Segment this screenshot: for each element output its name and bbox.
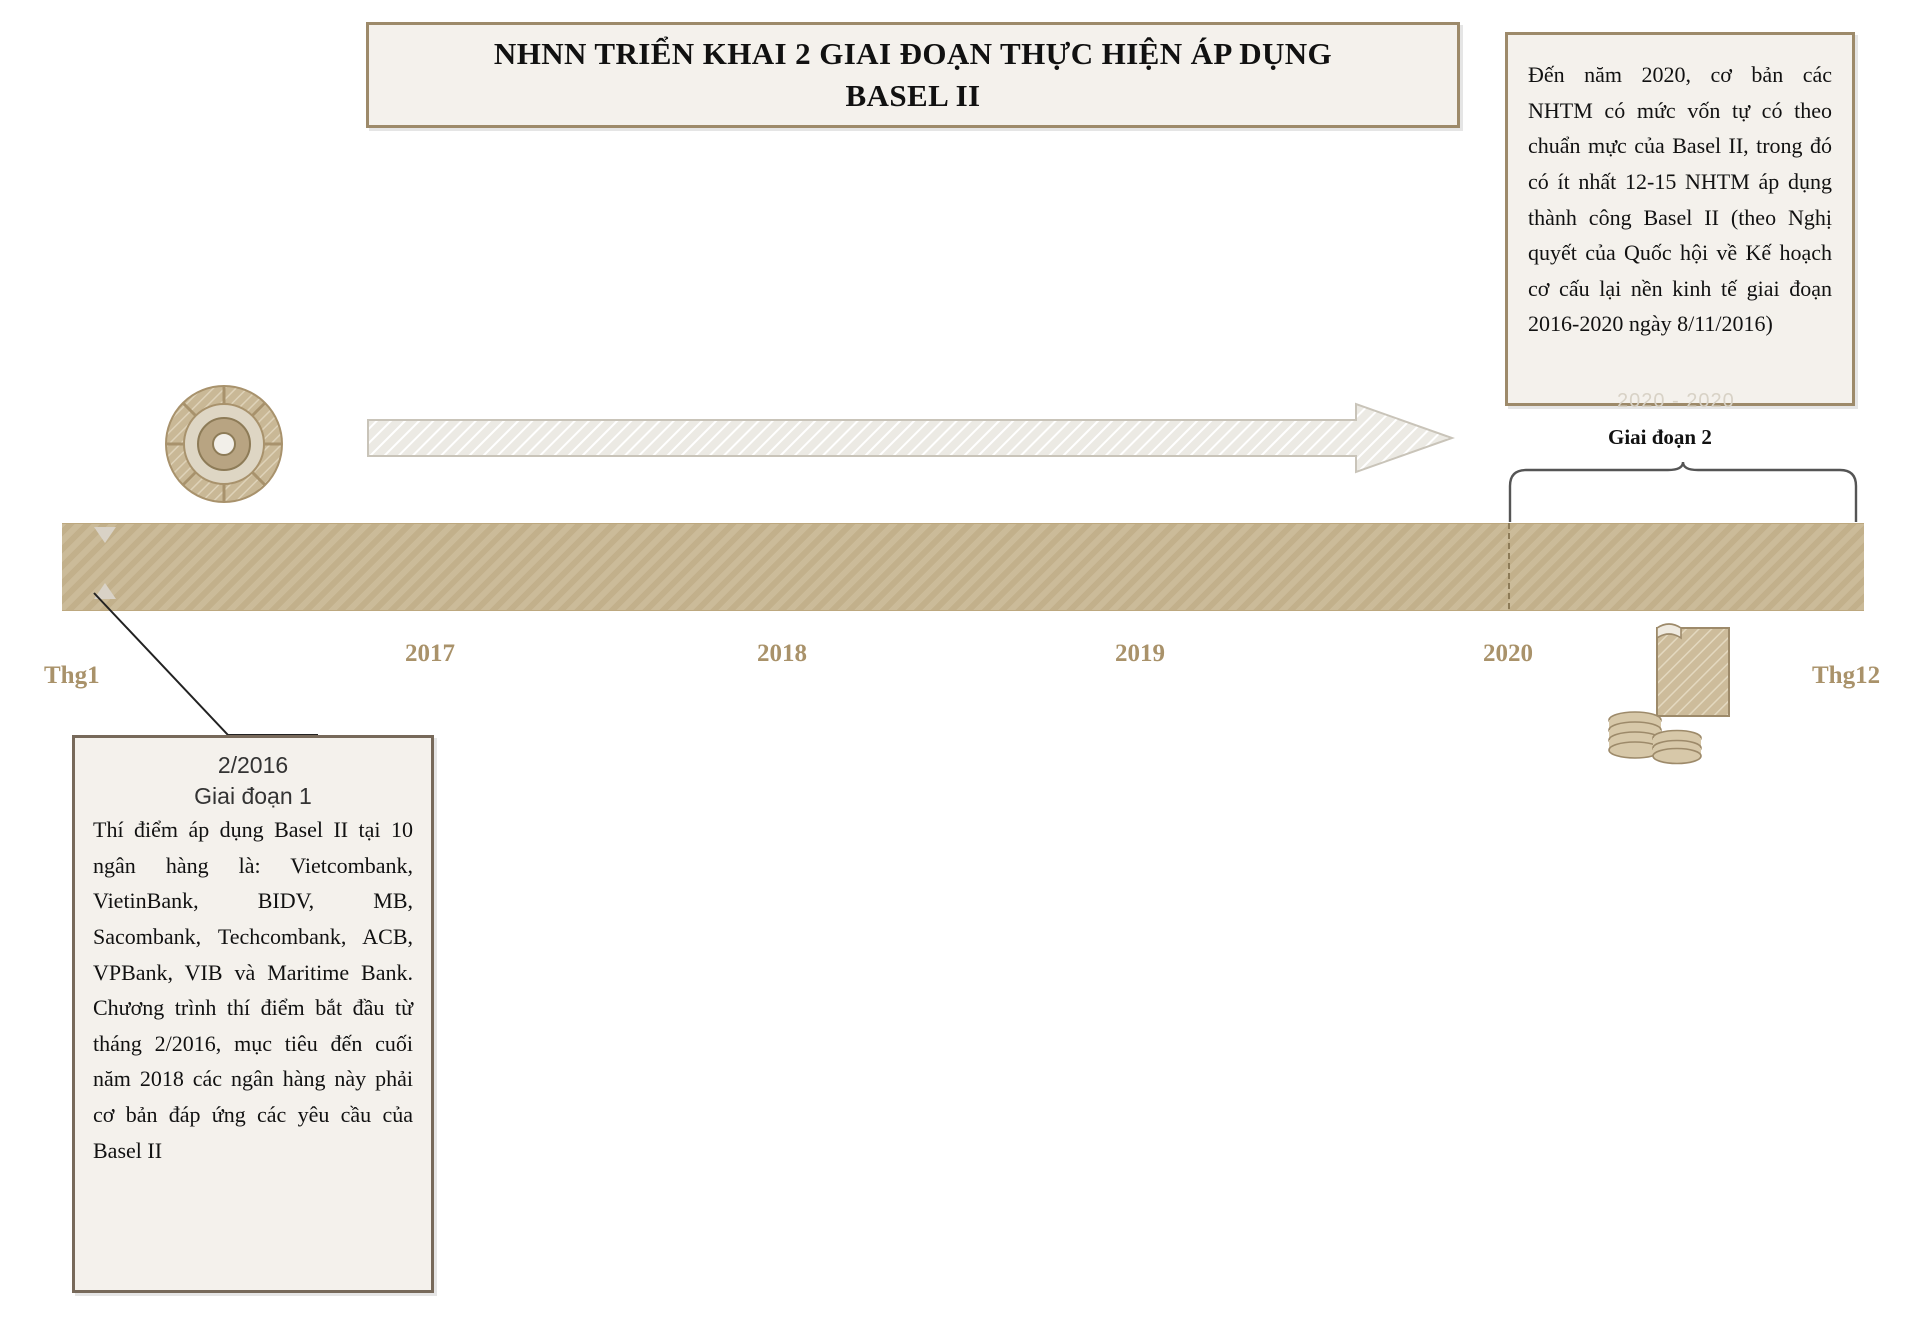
timeline-start-label: Thg1 bbox=[44, 662, 100, 689]
timeline-bar bbox=[62, 523, 1864, 611]
timeline-year-2019: 2019 bbox=[1115, 640, 1165, 667]
callout-leader-line bbox=[90, 585, 320, 750]
timeline-start-marker-top bbox=[94, 527, 116, 543]
timeline-divider-2020 bbox=[1508, 523, 1510, 609]
phase1-description: Thí điểm áp dụng Basel II tại 10 ngân hàng là: Vietcombank, VietinBank, BIDV, MB, Sacombank, Techcombank, ACB, VPBank, VIB và Maritime Bank. Chương trình thí điểm bắt đầu từ tháng 2/2016, mục tiêu đến cuối năm 2018 các ngân hàng này phải cơ bản đáp ứng các yêu cầu của Basel II bbox=[93, 817, 413, 1163]
phase1-label: Giai đoạn 1 bbox=[194, 783, 312, 809]
phase2-callout bbox=[1505, 32, 1855, 406]
timeline-year-2018: 2018 bbox=[757, 640, 807, 667]
page-title-banner bbox=[366, 22, 1460, 128]
curly-brace-icon bbox=[1508, 460, 1858, 524]
coins-stack-icon bbox=[1605, 620, 1745, 770]
page-title-line1: NHNN TRIỂN KHAI 2 GIAI ĐOẠN THỰC HIỆN ÁP DỤNG bbox=[493, 36, 1333, 72]
phase2-ghost-range: 2020 - 2020 bbox=[1617, 390, 1735, 412]
gear-icon bbox=[162, 382, 286, 506]
timeline-year-2017: 2017 bbox=[405, 640, 455, 667]
page-title-line2: BASEL II bbox=[845, 78, 981, 113]
phase2-description: Đến năm 2020, cơ bản các NHTM có mức vốn tự có theo chuẩn mực của Basel II, trong đó có ít nhất 12-15 NHTM áp dụng thành công Basel II (theo Nghị quyết của Quốc hội về Kế hoạch cơ cấu lại nền kinh tế giai đoạn 2016-2020 ngày 8/11/2016) bbox=[1528, 62, 1832, 337]
timeline-year-2020: 2020 bbox=[1483, 640, 1533, 667]
page-title bbox=[476, 33, 1350, 117]
phase2-label: Giai đoạn 2 bbox=[1608, 425, 1712, 449]
phase1-callout bbox=[72, 735, 434, 1293]
phase1-date: 2/2016 bbox=[217, 752, 289, 778]
right-block-arrow-icon bbox=[366, 402, 1456, 474]
timeline-end-label: Thg12 bbox=[1812, 662, 1881, 689]
